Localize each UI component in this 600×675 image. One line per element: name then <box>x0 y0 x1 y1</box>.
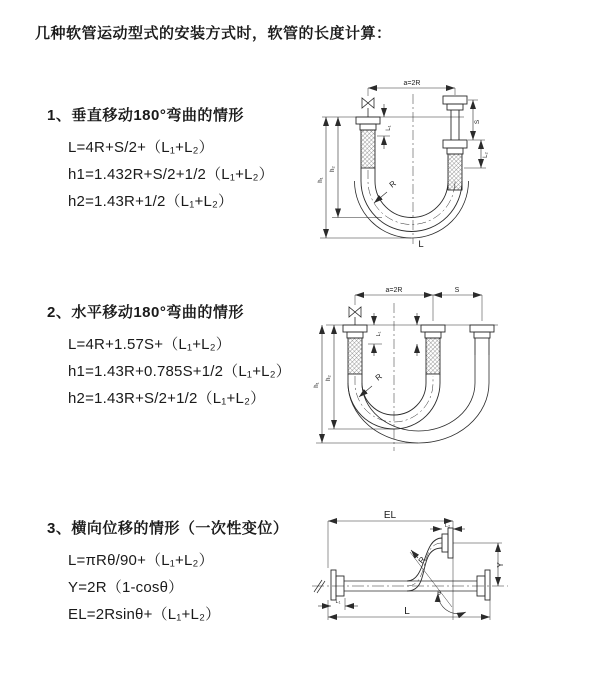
dim-label-l1: L₁ <box>335 599 341 605</box>
dim-label-l1: L₁ <box>376 331 382 337</box>
dimension-l1 <box>377 104 392 149</box>
dim-label-h2: h₂ <box>326 375 332 381</box>
dim-label-el: EL <box>383 510 397 521</box>
dimension-l2 <box>430 523 465 529</box>
dimension-h1 <box>314 325 418 443</box>
section-1-formulas <box>68 134 274 215</box>
right-flange-original <box>477 570 490 600</box>
dim-label-r: R <box>387 178 398 190</box>
pipe-break-mark <box>314 580 325 593</box>
dim-label-l2: L₂ <box>483 152 489 158</box>
left-flange <box>331 570 344 600</box>
formula-line: h2=1.43R+S/2+1/2（L₁+L₂） <box>68 390 266 407</box>
dimension-s <box>433 287 482 295</box>
dim-label-theta: θ <box>437 590 441 597</box>
dim-label-l2: L₂ <box>444 523 451 529</box>
dimension-el <box>328 510 453 568</box>
dim-label-span: a=2R <box>385 287 403 294</box>
formula-line: EL=2Rsinθ+（L₁+L₂） <box>68 606 221 623</box>
radius-callout <box>374 179 398 203</box>
dimension-l1 <box>368 313 382 356</box>
dim-label-l: L <box>418 239 424 250</box>
section-3-heading: 3、横向位移的情形（一次性变位） <box>47 520 289 537</box>
dimension-l2 <box>464 140 489 168</box>
left-flange <box>356 117 380 130</box>
diagram-horizontal-180-bend <box>312 283 600 461</box>
section-1-heading: 1、垂直移动180°弯曲的情形 <box>47 107 244 124</box>
section-vertical-move <box>47 104 274 215</box>
dim-label-h1: h₁ <box>318 177 324 183</box>
dim-label-y: Y <box>496 562 505 568</box>
dim-label-h2: h₂ <box>330 166 336 172</box>
dimension-span-2r <box>368 80 455 96</box>
dim-label-l: L <box>404 606 410 617</box>
braided-hose-left <box>348 338 362 374</box>
formula-line: L=4R+S/2+（L₁+L₂） <box>68 139 214 156</box>
radius-callout <box>359 372 384 397</box>
formula-line: h2=1.43R+1/2（L₁+L₂） <box>68 193 234 210</box>
section-2-heading: 2、水平移动180°弯曲的情形 <box>47 304 244 321</box>
dimension-s <box>468 100 485 140</box>
dim-label-s: S <box>474 119 481 125</box>
diagram-vertical-180-bend <box>312 76 597 252</box>
page-title: 几种软管运动型式的安装方式时，软管的长度计算： <box>35 25 392 42</box>
dim-label-span: a=2R <box>403 80 421 87</box>
valve-icon <box>349 307 361 325</box>
dimension-l1 <box>318 598 358 610</box>
braided-hose-left <box>361 130 375 168</box>
dimension-y <box>453 543 505 586</box>
formula-line: L=πRθ/90+（L₁+L₂） <box>68 552 214 569</box>
section-3-formulas <box>68 547 288 628</box>
section-lateral-displacement <box>47 517 288 628</box>
right-flange-upper <box>443 96 467 154</box>
diagram-lateral-displacement <box>312 502 597 647</box>
dim-label-r: R <box>416 555 428 566</box>
upper-right-flange <box>442 528 453 558</box>
section-horizontal-move <box>47 301 291 412</box>
left-flange <box>343 325 367 338</box>
right-flange <box>470 325 494 355</box>
dimension-l <box>328 600 490 620</box>
formula-line: h1=1.43R+0.785S+1/2（L₁+L₂） <box>68 363 291 380</box>
hose-s-curve <box>407 538 442 591</box>
middle-flange <box>421 325 445 338</box>
dim-label-l1: L₁ <box>386 125 392 131</box>
dim-label-h1: h₁ <box>314 382 320 388</box>
formula-line: Y=2R（1-cosθ） <box>68 579 184 596</box>
formula-line: L=4R+1.57S+（L₁+L₂） <box>68 336 231 353</box>
dimension-span-2r <box>355 287 433 295</box>
formula-line: h1=1.432R+S/2+1/2（L₁+L₂） <box>68 166 274 183</box>
section-2-formulas <box>68 331 291 412</box>
braided-hose-middle <box>426 338 440 374</box>
dim-label-s: S <box>454 287 460 294</box>
dim-label-r: R <box>373 371 384 383</box>
valve-icon <box>362 98 374 117</box>
hose-u-bend-displaced <box>348 355 489 443</box>
